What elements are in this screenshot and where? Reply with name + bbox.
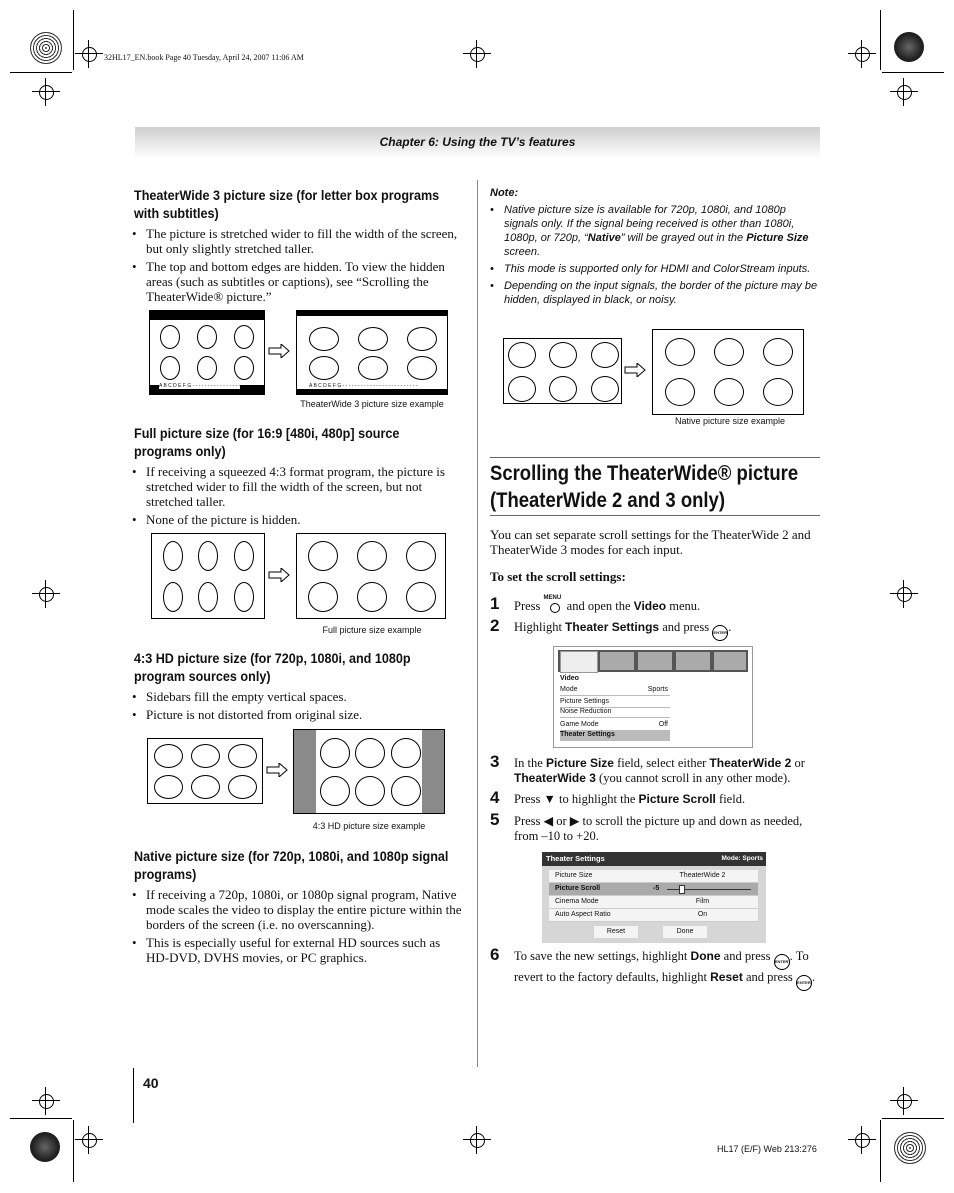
settings-tab-icon	[714, 652, 746, 670]
section-rule	[490, 515, 820, 516]
crosshair-mark	[890, 78, 918, 106]
crosshair-mark	[848, 40, 876, 68]
theater-row	[549, 909, 758, 922]
tw3-bullets	[132, 226, 464, 307]
page-number-rule	[133, 1068, 134, 1123]
crosshair-mark	[32, 1087, 60, 1115]
hd43-before-screen	[147, 738, 263, 804]
crop-line	[882, 1118, 944, 1119]
hd43-after-screen	[293, 729, 445, 814]
crop-line	[10, 72, 72, 73]
crop-line	[880, 1120, 881, 1182]
crosshair-mark	[32, 78, 60, 106]
ui-label: TheaterWide 2	[709, 756, 792, 770]
footer-code: HL17 (E/F) Web 213:276	[717, 1144, 817, 1154]
scroll-slider-knob	[679, 885, 685, 894]
enter-button-icon: ENTER	[796, 975, 812, 991]
step-6-text	[514, 949, 820, 991]
step-text: menu.	[666, 599, 701, 613]
theater-row-selected	[549, 883, 758, 896]
step-text: .	[728, 620, 732, 634]
crop-line	[73, 1120, 74, 1182]
step-text: Highlight	[514, 620, 566, 634]
scroll-intro: You can set separate scroll settings for the TheaterWide 2 and TheaterWide 3 modes for each input.	[490, 527, 811, 557]
chapter-title: Chapter 6: Using the TV’s features	[379, 135, 576, 149]
arrow-right-icon	[624, 363, 646, 377]
list-item: • This is especially useful for external HD sources such as HD-DVD, DVHS movies, or PC graphics.	[132, 935, 464, 965]
native-after-screen	[652, 329, 804, 415]
row-value: TheaterWide 2	[679, 872, 726, 879]
theater-menu-mode: Mode: Sports	[721, 855, 763, 862]
step-text: . To revert to the factory defaults, highlight	[514, 949, 809, 984]
menu-button-icon: MENU	[544, 598, 564, 612]
step-number: 5	[490, 810, 500, 829]
tw3-heading: TheaterWide 3 picture size (for letter box programs with subtitles)	[134, 187, 440, 221]
enter-button-icon: ENTER	[774, 954, 790, 970]
full-heading: Full picture size (for 16:9 [480i, 480p] source programs only)	[134, 425, 400, 459]
reset-button[interactable]: Reset	[594, 926, 638, 938]
subtitle-text: A B C D E F G - - - - - - - - - - - - - - - - - - - - - - - - -	[309, 383, 418, 389]
note-item: • Native picture size is available for 720p, 1080i, and 1080p signals only. If the signal being received is other than 1080i, 1080p, or 720p, “Native” will be grayed out in the Picture Size screen.	[490, 203, 820, 259]
menu-icon-bar	[558, 650, 748, 672]
row-label: Noise Reduction	[560, 708, 612, 715]
crosshair-mark	[32, 580, 60, 608]
crosshair-mark	[75, 1126, 103, 1154]
step-number: 6	[490, 945, 500, 964]
row-value: Sports	[647, 686, 668, 693]
note-list	[490, 203, 820, 307]
row-label: Picture Size	[555, 872, 593, 879]
step-number: 3	[490, 752, 500, 771]
video-menu-title: Video	[560, 675, 579, 682]
crosshair-mark	[463, 40, 491, 68]
step-text: and press	[720, 949, 774, 963]
print-info: 32HL17_EN.book Page 40 Tuesday, April 24, 2007 11:06 AM	[104, 53, 304, 62]
row-label: Theater Settings	[560, 731, 615, 738]
row-label: Mode	[560, 686, 578, 693]
hd43-bullets	[132, 689, 464, 725]
row-label: Game Mode	[560, 721, 599, 728]
list-item: • Picture is not distorted from original size.	[132, 707, 464, 722]
step-text: (you cannot scroll in any other mode).	[595, 771, 791, 785]
list-item: • The top and bottom edges are hidden. To view the hidden areas (such as subtitles or captions), see “Scrolling the TheaterWide® picture.”	[132, 259, 464, 304]
crop-line	[10, 1118, 72, 1119]
theater-settings-screenshot	[542, 852, 766, 943]
step-text: and press	[742, 970, 796, 984]
step-text: and open the	[563, 599, 634, 613]
tw3-caption: TheaterWide 3 picture size example	[300, 399, 444, 409]
list-item: • Sidebars fill the empty vertical spaces.	[132, 689, 464, 704]
registration-mark-bottom-right	[894, 1132, 926, 1164]
crosshair-mark	[890, 580, 918, 608]
crop-line	[882, 72, 944, 73]
video-tab-icon	[560, 651, 598, 673]
crop-line	[73, 10, 74, 70]
hd43-caption: 4:3 HD picture size example	[312, 821, 426, 831]
step-4-text	[514, 792, 820, 807]
theater-row	[549, 870, 758, 883]
video-menu-row	[560, 707, 670, 718]
step-text: field, select either	[613, 756, 710, 770]
audio-tab-icon	[600, 652, 634, 670]
scroll-heading: Scrolling the TheaterWide® picture (TheaterWide 2 and 3 only)	[490, 462, 799, 512]
scroll-subheading: To set the scroll settings:	[490, 569, 626, 584]
step-text: or	[791, 756, 805, 770]
native-bullets	[132, 887, 464, 968]
note-block	[490, 186, 820, 307]
row-value: -5	[653, 885, 660, 892]
step-5-text	[514, 814, 820, 844]
tw3-before-screen	[149, 310, 265, 395]
lock-tab-icon	[676, 652, 710, 670]
row-label: Picture Scroll	[555, 885, 601, 892]
theater-menu-title: Theater Settings	[546, 854, 605, 863]
page-number: 40	[143, 1075, 159, 1091]
list-item: • If receiving a 720p, 1080i, or 1080p signal program, Native mode scales the video to display the entire picture within the borders of the screen (i.e. no overscanning).	[132, 887, 464, 932]
arrow-right-icon	[268, 568, 290, 582]
native-heading: Native picture size (for 720p, 1080i, and 1080p signal programs)	[134, 848, 449, 882]
step-text: In the	[514, 756, 546, 770]
step-text: field.	[715, 792, 746, 806]
hd43-heading: 4:3 HD picture size (for 720p, 1080i, and 1080p program sources only)	[134, 650, 411, 684]
ui-label: Video	[633, 599, 667, 613]
native-caption: Native picture size example	[674, 416, 786, 426]
crosshair-mark	[890, 1087, 918, 1115]
step-2-text	[514, 620, 820, 641]
crosshair-mark	[463, 1126, 491, 1154]
ui-label: Reset	[710, 970, 743, 984]
step-number: 2	[490, 616, 500, 635]
theater-menu-titlebar	[542, 852, 766, 866]
row-value: Film	[695, 898, 710, 905]
ui-label: Picture Size	[545, 756, 614, 770]
arrow-right-icon	[266, 763, 288, 777]
crop-line	[880, 10, 881, 70]
step-text: Press	[514, 599, 544, 613]
ui-label: Theater Settings	[565, 620, 660, 634]
note-item: • This mode is supported only for HDMI and ColorStream inputs.	[490, 262, 820, 276]
crosshair-mark	[848, 1126, 876, 1154]
column-divider	[477, 180, 478, 1067]
full-after-screen	[296, 533, 446, 619]
full-before-screen	[151, 533, 265, 619]
video-menu-row	[560, 685, 670, 696]
native-before-screen	[503, 338, 622, 404]
step-3-text	[514, 756, 822, 786]
list-item: • None of the picture is hidden.	[132, 512, 464, 527]
list-item: • If receiving a squeezed 4:3 format program, the picture is stretched wider to fill the width of the screen, but not stretched taller.	[132, 464, 464, 509]
registration-mark-top-right	[894, 32, 924, 62]
step-text: To save the new settings, highlight	[514, 949, 691, 963]
video-menu-row-selected	[560, 730, 670, 741]
video-menu-screenshot	[553, 646, 753, 748]
note-label: Note:	[490, 187, 519, 199]
theater-row	[549, 896, 758, 909]
step-text: Press ◀ or ▶ to scroll the picture up and down as needed, from –10 to +20.	[514, 814, 803, 843]
ui-label: Picture Scroll	[638, 792, 716, 806]
full-caption: Full picture size example	[322, 625, 422, 635]
row-label: Auto Aspect Ratio	[555, 911, 611, 918]
row-label: Picture Settings	[560, 698, 610, 705]
subtitle-text: A B C D E F G - - - - - - - - - - - - - - - -	[159, 383, 241, 389]
ui-label: TheaterWide 3	[514, 771, 596, 785]
row-label: Cinema Mode	[555, 898, 599, 905]
row-value: Off	[658, 721, 668, 728]
list-item: • The picture is stretched wider to fill the width of the screen, but only slightly stretched taller.	[132, 226, 464, 256]
note-item: • Depending on the input signals, the border of the picture may be hidden, displayed in black, or noisy.	[490, 279, 820, 307]
arrow-right-icon	[268, 344, 290, 358]
step-number: 4	[490, 788, 500, 807]
step-text: and press	[659, 620, 713, 634]
step-1-text	[514, 595, 820, 614]
tw3-after-screen	[296, 310, 448, 395]
step-text: .	[811, 970, 816, 984]
chapter-header	[135, 127, 820, 159]
setup-tab-icon	[638, 652, 672, 670]
done-button[interactable]: Done	[663, 926, 707, 938]
enter-button-icon: ENTER	[712, 625, 728, 641]
ui-label: Done	[690, 949, 721, 963]
registration-mark-top-left	[30, 32, 62, 64]
step-number: 1	[490, 594, 500, 613]
step-text: Press ▼ to highlight the	[514, 792, 639, 806]
row-value: On	[697, 911, 708, 918]
crosshair-mark	[75, 40, 103, 68]
registration-mark-bottom-left	[30, 1132, 60, 1162]
section-rule	[490, 457, 820, 458]
full-bullets	[132, 464, 464, 530]
